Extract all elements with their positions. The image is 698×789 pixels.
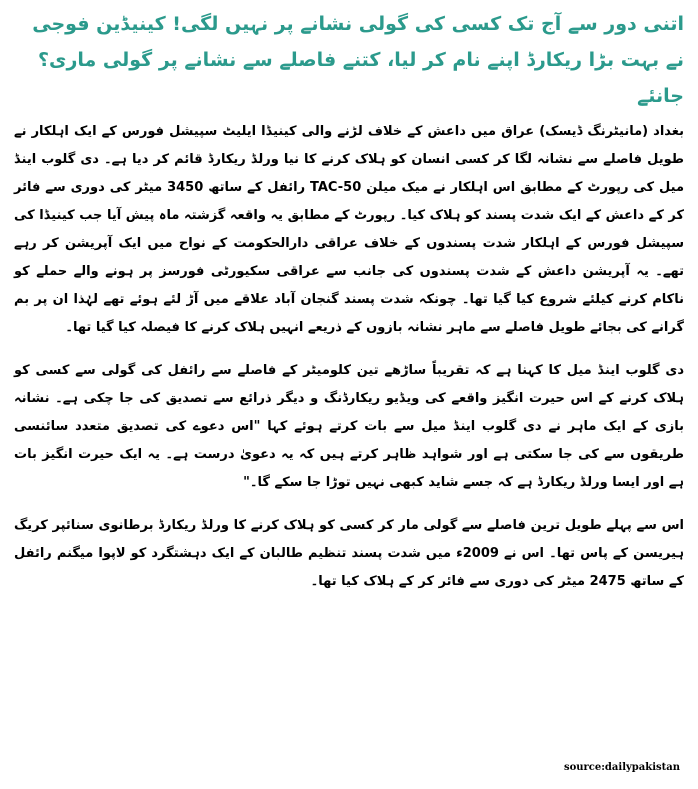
article-paragraph-3: اس سے پہلے طویل ترین فاصلے سے گولی مار کر کسی کو ہلاک کرنے کا ورلڈ ریکارڈ برطانوی سنائپر کریگ ہیریسن کے پاس تھا۔ اس نے 2009ء میں شدت پسند تنظیم طالبان کے ایک دہشتگرد کو لاپوا میگنم رائفل کے ساتھ 2475 میٹر کی دوری سے فائر کر کے ہلاک کیا تھا۔ (14, 518, 684, 589)
article-headline: اتنی دور سے آج تک کسی کی گولی نشانے پر نہیں لگی! کینیڈین فوجی نے بہت بڑا ریکارڈ اپنے نام کر لیا، کتنے فاصلے سے نشانے پر گولی ماری؟ جانئے (32, 13, 684, 107)
article-body (14, 118, 684, 611)
article-paragraph-2: دی گلوب اینڈ میل کا کہنا ہے کہ تقریباً ساڑھے تین کلومیٹر کے فاصلے سے رائفل کی گولی سے کسی کو ہلاک کرنے کے اس حیرت انگیز واقعے کی ویڈیو ریکارڈنگ و دیگر ذرائع سے تصدیق کی جا چکی ہے۔ نشانہ بازی کے ایک ماہر نے دی گلوب اینڈ میل سے بات کرتے ہوئے کہا "اس دعوے کی تصدیق متعدد سائنسی طریقوں سے کی جا سکتی ہے اور شواہد ظاہر کرتے ہیں کہ یہ دعویٰ درست ہے۔ یہ ایک حیرت انگیز بات ہے اور ایسا ورلڈ ریکارڈ ہے کہ جسے شاید کبھی نہیں توڑا جا سکے گا۔" (14, 363, 684, 490)
article-paragraph-1: بغداد (مانیٹرنگ ڈیسک) عراق میں داعش کے خلاف لڑنے والی کینیڈا ایلیٹ سپیشل فورس کے ایک اہلکار نے طویل فاصلے سے نشانہ لگا کر کسی انسان کو ہلاک کرنے کا نیا ورلڈ ریکارڈ قائم کر دیا ہے۔ دی گلوب اینڈ میل کی رپورٹ کے مطابق اس اہلکار نے میک میلن TAC-50 رائفل کے ساتھ 3450 میٹر کی دوری سے فائر کر کے داعش کے ایک شدت پسند کو ہلاک کیا۔ رپورٹ کے مطابق یہ واقعہ گزشتہ ماہ پیش آیا جب کینیڈا کی سپیشل فورس کے اہلکار شدت پسندوں کے خلاف عراقی دارالحکومت کے نواح میں ایک آپریشن کر رہے تھے۔ یہ آپریشن داعش کے شدت پسندوں کی جانب سے عراقی سکیورٹی فورسز پر ہونے والے حملے کو ناکام کرنے کیلئے شروع کیا گیا تھا۔ چونکہ شدت پسند گنجان آباد علاقے میں آڑ لئے ہوئے تھے لہٰذا ان پر بم گرانے کی بجائے طویل فاصلے سے ماہر نشانہ بازوں کے ذریعے انہیں ہلاک کرنے کا فیصلہ کیا گیا تھا۔ (14, 124, 684, 335)
source-credit: source:dailypakistan (563, 762, 680, 773)
